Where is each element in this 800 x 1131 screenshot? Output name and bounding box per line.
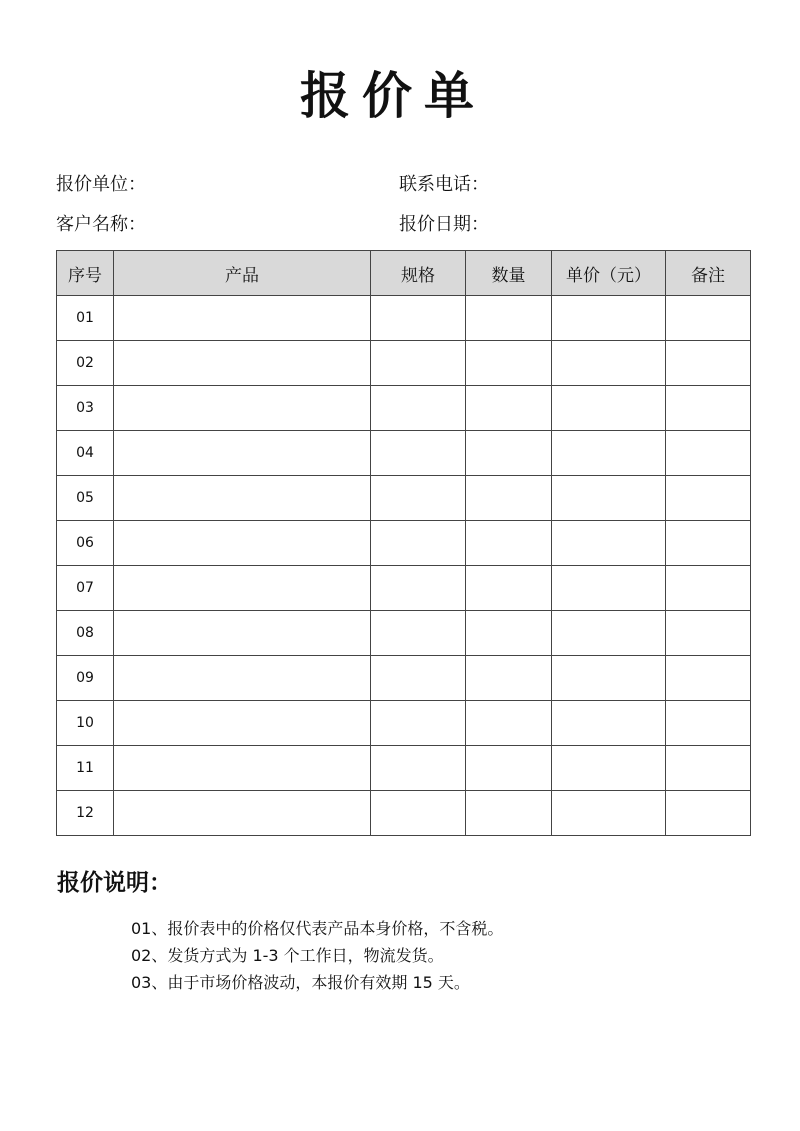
- quantity-cell[interactable]: [466, 341, 552, 386]
- product-cell[interactable]: [114, 296, 371, 341]
- row-index: 01: [57, 296, 114, 341]
- spec-cell[interactable]: [371, 386, 466, 431]
- spec-cell[interactable]: [371, 701, 466, 746]
- row-index: 03: [57, 386, 114, 431]
- table-row: [57, 296, 751, 341]
- table-row: [57, 341, 751, 386]
- table-row: [57, 791, 751, 836]
- product-cell[interactable]: [114, 701, 371, 746]
- table-row: [57, 746, 751, 791]
- row-index: 12: [57, 791, 114, 836]
- remarks-cell[interactable]: [666, 521, 751, 566]
- phone-label: 联系电话：: [399, 174, 489, 195]
- quantity-cell[interactable]: [466, 701, 552, 746]
- product-cell[interactable]: [114, 791, 371, 836]
- remarks-cell[interactable]: [666, 386, 751, 431]
- row-index: 05: [57, 476, 114, 521]
- quantity-cell[interactable]: [466, 386, 552, 431]
- unit-price-cell[interactable]: [552, 746, 666, 791]
- remarks-cell[interactable]: [666, 611, 751, 656]
- product-cell[interactable]: [114, 431, 371, 476]
- notes-heading: 报价说明：: [57, 870, 172, 896]
- quote-table: [56, 250, 751, 836]
- unit-price-cell[interactable]: [552, 656, 666, 701]
- row-index: 04: [57, 431, 114, 476]
- table-row: [57, 656, 751, 701]
- header-quantity: 数量: [466, 251, 552, 296]
- remarks-cell[interactable]: [666, 341, 751, 386]
- customer-name-label: 客户名称：: [56, 214, 146, 235]
- remarks-cell[interactable]: [666, 296, 751, 341]
- table-row: [57, 701, 751, 746]
- unit-price-cell[interactable]: [552, 521, 666, 566]
- quote-unit-label: 报价单位：: [56, 174, 146, 195]
- unit-price-cell[interactable]: [552, 701, 666, 746]
- table-row: [57, 476, 751, 521]
- quantity-cell[interactable]: [466, 611, 552, 656]
- header-product: 产品: [114, 251, 371, 296]
- table-header-row: [57, 251, 751, 296]
- spec-cell[interactable]: [371, 431, 466, 476]
- table-row: [57, 431, 751, 476]
- header-unit-price: 单价（元）: [552, 251, 666, 296]
- product-cell[interactable]: [114, 746, 371, 791]
- unit-price-cell[interactable]: [552, 791, 666, 836]
- quantity-cell[interactable]: [466, 476, 552, 521]
- spec-cell[interactable]: [371, 521, 466, 566]
- remarks-cell[interactable]: [666, 791, 751, 836]
- table-row: [57, 386, 751, 431]
- product-cell[interactable]: [114, 611, 371, 656]
- note-item: 02、发货方式为 1-3 个工作日，物流发货。: [131, 946, 444, 965]
- remarks-cell[interactable]: [666, 566, 751, 611]
- quantity-cell[interactable]: [466, 431, 552, 476]
- remarks-cell[interactable]: [666, 476, 751, 521]
- note-item: 01、报价表中的价格仅代表产品本身价格，不含税。: [131, 919, 504, 938]
- unit-price-cell[interactable]: [552, 431, 666, 476]
- quantity-cell[interactable]: [466, 656, 552, 701]
- row-index: 06: [57, 521, 114, 566]
- quantity-cell[interactable]: [466, 746, 552, 791]
- product-cell[interactable]: [114, 521, 371, 566]
- quantity-cell[interactable]: [466, 296, 552, 341]
- remarks-cell[interactable]: [666, 656, 751, 701]
- row-index: 10: [57, 701, 114, 746]
- row-index: 07: [57, 566, 114, 611]
- spec-cell[interactable]: [371, 341, 466, 386]
- unit-price-cell[interactable]: [552, 386, 666, 431]
- unit-price-cell[interactable]: [552, 476, 666, 521]
- row-index: 09: [57, 656, 114, 701]
- spec-cell[interactable]: [371, 611, 466, 656]
- product-cell[interactable]: [114, 476, 371, 521]
- spec-cell[interactable]: [371, 476, 466, 521]
- spec-cell[interactable]: [371, 791, 466, 836]
- document-title: 报价单: [300, 66, 486, 125]
- spec-cell[interactable]: [371, 296, 466, 341]
- unit-price-cell[interactable]: [552, 611, 666, 656]
- header-index: 序号: [57, 251, 114, 296]
- header-remarks: 备注: [666, 251, 751, 296]
- header-spec: 规格: [371, 251, 466, 296]
- unit-price-cell[interactable]: [552, 296, 666, 341]
- note-item: 03、由于市场价格波动，本报价有效期 15 天。: [131, 973, 470, 992]
- product-cell[interactable]: [114, 341, 371, 386]
- row-index: 11: [57, 746, 114, 791]
- quantity-cell[interactable]: [466, 791, 552, 836]
- spec-cell[interactable]: [371, 656, 466, 701]
- spec-cell[interactable]: [371, 746, 466, 791]
- quote-date-label: 报价日期：: [399, 214, 489, 235]
- unit-price-cell[interactable]: [552, 341, 666, 386]
- product-cell[interactable]: [114, 566, 371, 611]
- remarks-cell[interactable]: [666, 701, 751, 746]
- remarks-cell[interactable]: [666, 746, 751, 791]
- row-index: 08: [57, 611, 114, 656]
- quantity-cell[interactable]: [466, 566, 552, 611]
- spec-cell[interactable]: [371, 566, 466, 611]
- unit-price-cell[interactable]: [552, 566, 666, 611]
- remarks-cell[interactable]: [666, 431, 751, 476]
- row-index: 02: [57, 341, 114, 386]
- product-cell[interactable]: [114, 386, 371, 431]
- product-cell[interactable]: [114, 656, 371, 701]
- table-row: [57, 611, 751, 656]
- quantity-cell[interactable]: [466, 521, 552, 566]
- table-row: [57, 566, 751, 611]
- table-row: [57, 521, 751, 566]
